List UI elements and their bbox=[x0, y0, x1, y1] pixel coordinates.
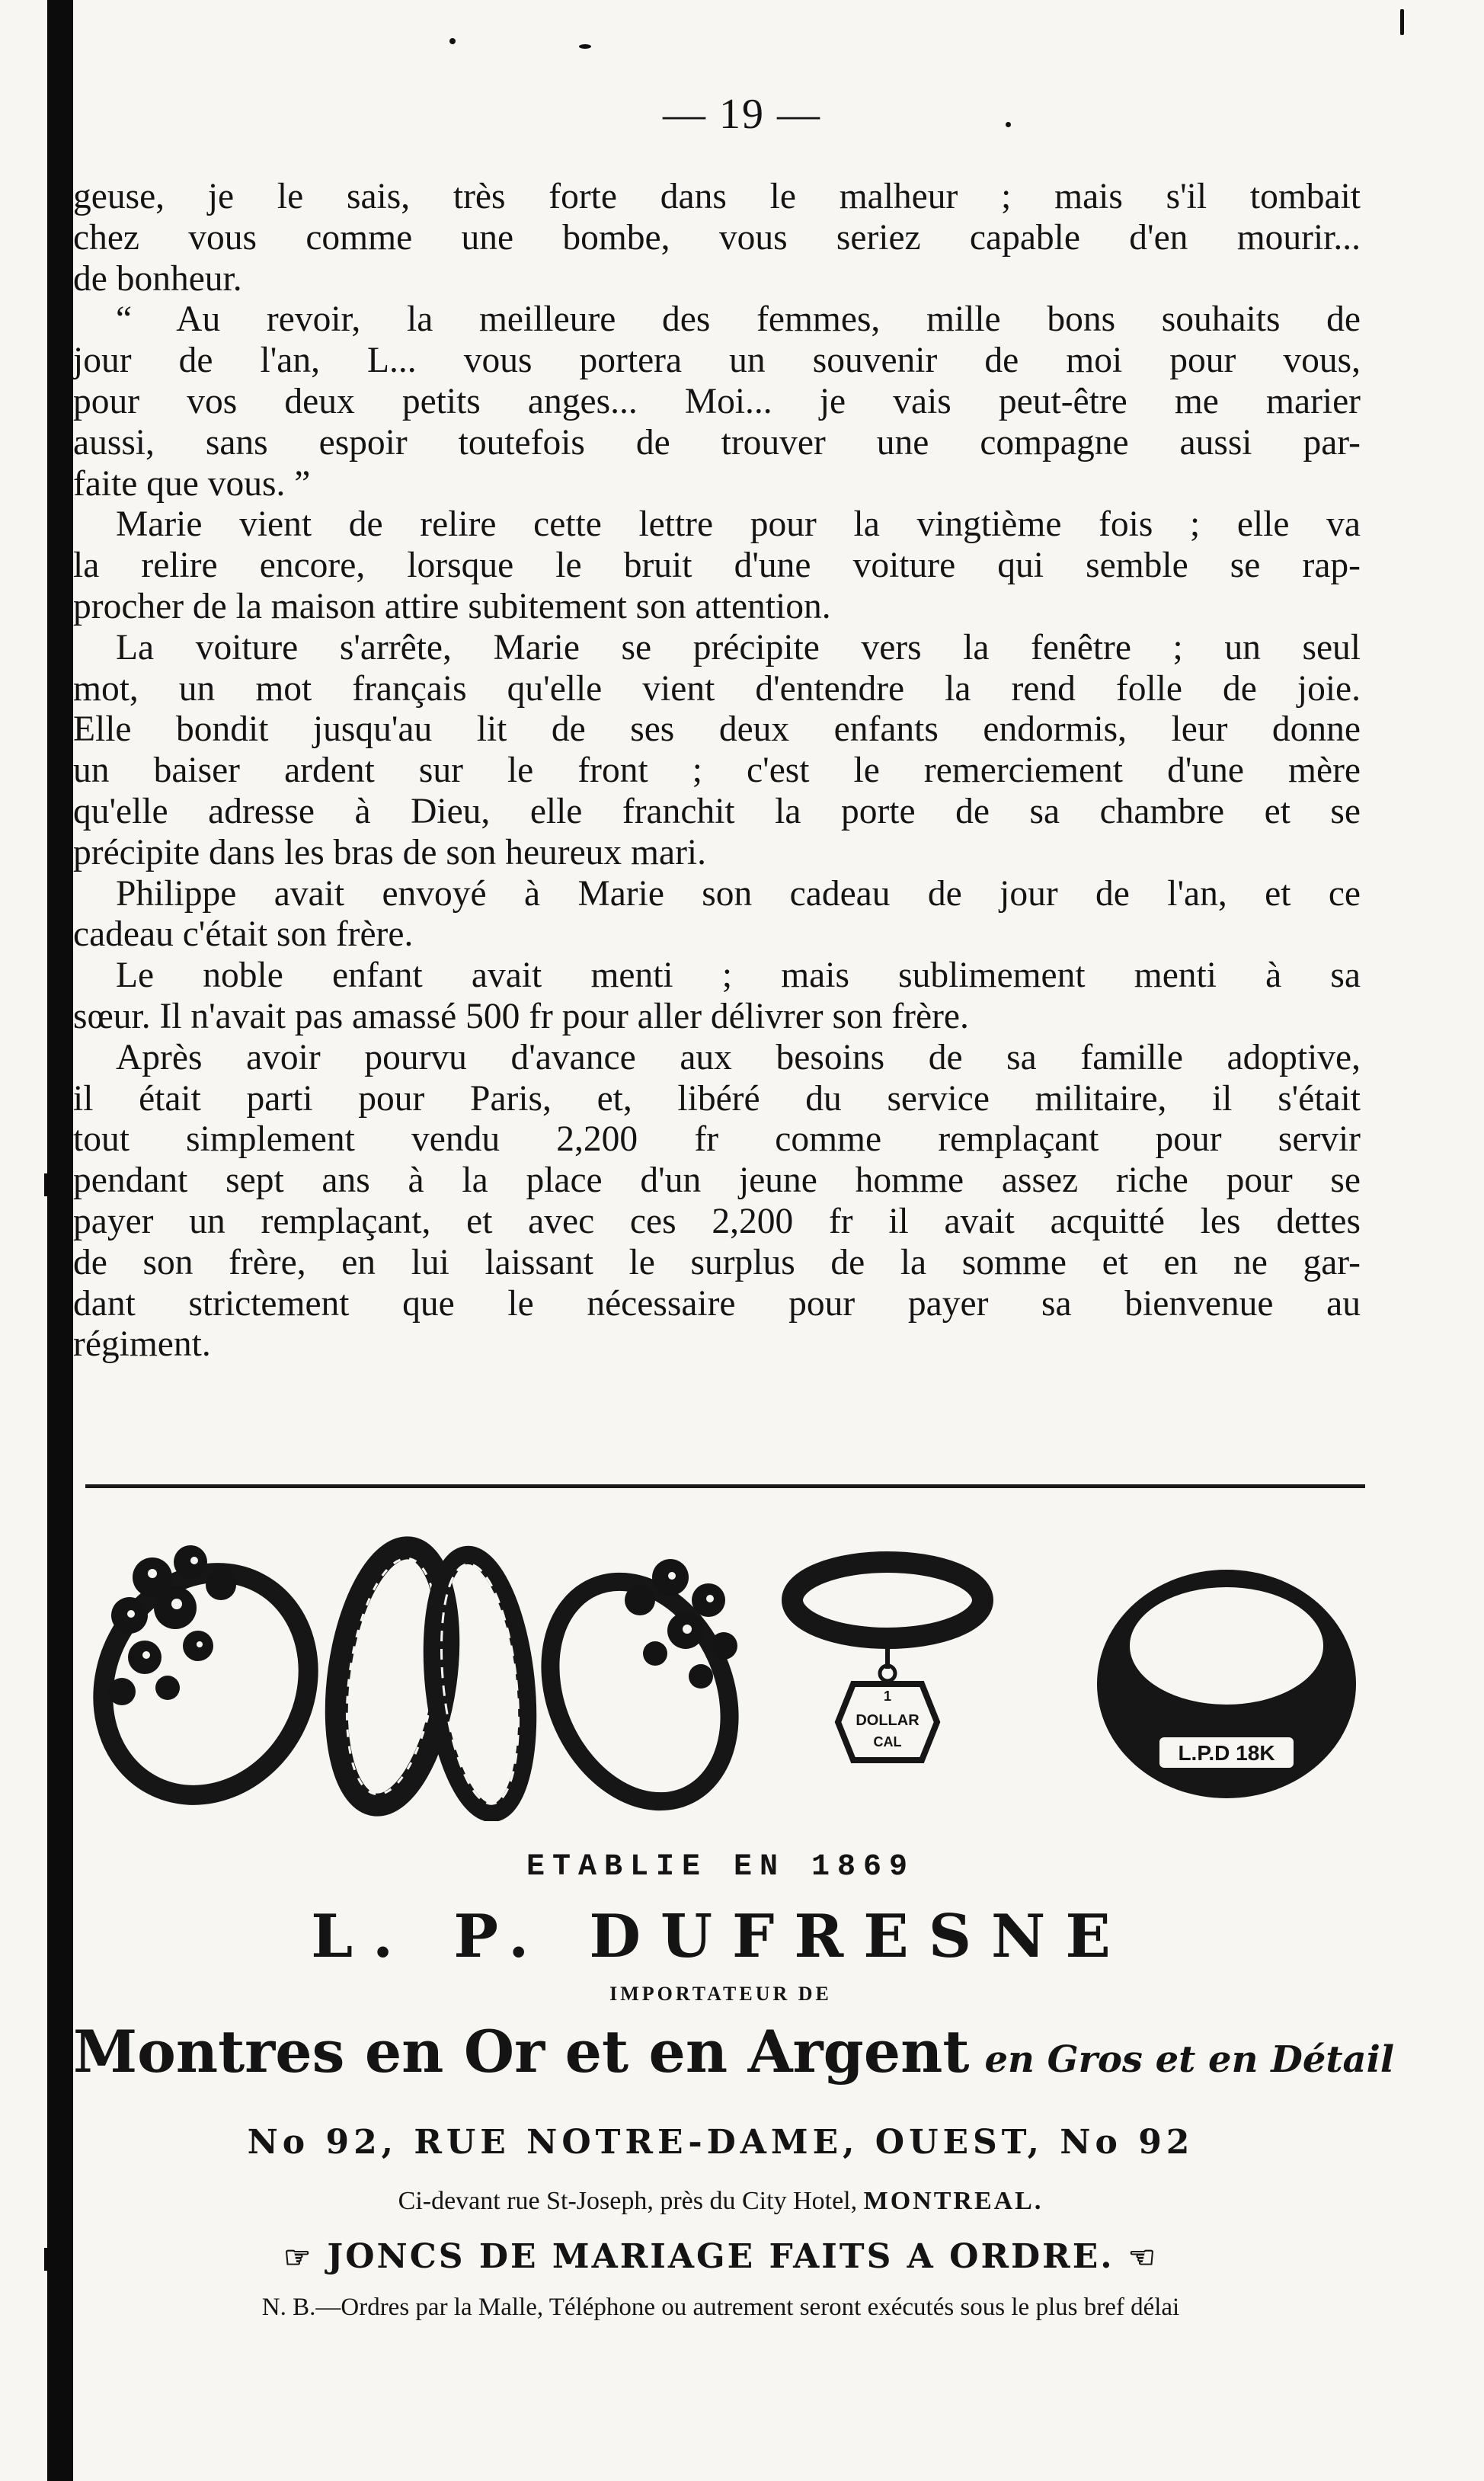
section-divider-rule bbox=[85, 1484, 1365, 1488]
wedding-rings-text: JONCS DE MARIAGE FAITS A ORDRE. bbox=[327, 2237, 1115, 2276]
charm-cal-text: CAL bbox=[873, 1734, 902, 1750]
signet-band-illustration bbox=[1097, 1570, 1356, 1798]
story-text bbox=[73, 177, 1361, 1365]
importer-label: IMPORTATEUR DE bbox=[609, 1983, 832, 2005]
charm-dollar-text: DOLLAR bbox=[856, 1712, 920, 1729]
print-speck bbox=[579, 44, 591, 49]
text-line: cadeau c'était son frère. bbox=[73, 914, 414, 955]
charm-value-text: 1 bbox=[883, 1689, 892, 1704]
text-line: jour de l'an, L... vous portera un souvenir de moi pour vous, bbox=[73, 341, 1361, 381]
pointing-hand-left-icon: ☜ bbox=[1127, 2239, 1158, 2275]
cluster-ring-illustration bbox=[91, 1537, 347, 1821]
text-line: tout simplement vendu 2,200 fr comme remplaçant pour servir bbox=[73, 1119, 1361, 1160]
text-line: dant strictement que le nécessaire pour payer sa bienvenue au bbox=[73, 1283, 1361, 1324]
jeweled-ring-illustration bbox=[517, 1553, 763, 1821]
established-line: ETABLIE EN 1869 bbox=[526, 1850, 916, 1884]
ring-illustrations bbox=[91, 1532, 1371, 1821]
wedding-rings-line bbox=[73, 2237, 1368, 2276]
text-line: pour vos deux petits anges... Moi... je vais peut-être me marier bbox=[73, 381, 1361, 421]
text-line: précipite dans les bras de son heureux mari. bbox=[73, 832, 706, 872]
band-engraving-text: 18K bbox=[853, 1574, 896, 1599]
text-line: il était parti pour Paris, et, libéré du service militaire, il s'était bbox=[73, 1078, 1361, 1119]
text-line: sœur. Il n'avait pas amassé 500 fr pour aller délivrer son frère. bbox=[73, 996, 969, 1036]
text-line: Le noble enfant avait menti ; mais sublimement menti à sa bbox=[116, 956, 1361, 996]
store-address: No 92, RUE NOTRE-DAME, OUEST, No 92 bbox=[247, 2123, 1195, 2162]
text-line: procher de la maison attire subitement son attention. bbox=[73, 586, 831, 626]
text-line: chez vous comme une bombe, vous seriez capable d'en mourir... bbox=[73, 217, 1361, 258]
text-line: de bonheur. bbox=[73, 258, 242, 299]
text-line: régiment. bbox=[73, 1324, 211, 1365]
text-line: Après avoir pourvu d'avance aux besoins de sa famille adoptive, bbox=[116, 1037, 1361, 1077]
text-line: Philippe avait envoyé à Marie son cadeau de jour de l'an, et ce bbox=[116, 873, 1361, 914]
previous-address-city: MONTREAL. bbox=[863, 2187, 1044, 2215]
book-binding-edge bbox=[47, 0, 73, 2481]
charm-ring-illustration bbox=[792, 1562, 983, 1760]
wedding-band-pair-illustration bbox=[321, 1541, 539, 1817]
signet-engraving-text: L.P.D 18K bbox=[1178, 1741, 1275, 1765]
previous-address-text: Ci-devant rue St-Joseph, près du City Hotel, bbox=[398, 2187, 858, 2215]
previous-address bbox=[73, 2187, 1368, 2216]
merchant-name: L. P. DUFRESNE bbox=[311, 1902, 1131, 1971]
text-line: mot, un mot français qu'elle vient d'entendre la rend folle de joie. bbox=[73, 668, 1361, 709]
text-line: la relire encore, lorsque le bruit d'une voiture qui semble se rap- bbox=[73, 546, 1361, 586]
text-line: payer un remplaçant, et avec ces 2,200 fr il avait acquitté les dettes bbox=[73, 1201, 1361, 1241]
text-line: faite que vous. ” bbox=[73, 463, 311, 504]
print-speck bbox=[1400, 9, 1404, 35]
headline-watches: Montres en Or et en Argent bbox=[73, 2018, 970, 2086]
text-line: Marie vient de relire cette lettre pour la vingtième fois ; elle va bbox=[116, 504, 1361, 545]
orders-note: N. B.—Ordres par la Malle, Téléphone ou autrement seront exécutés sous le plus bref délai bbox=[261, 2294, 1180, 2321]
binding-notch bbox=[44, 1173, 52, 1196]
ad-headline bbox=[73, 2018, 1395, 2086]
text-line: “ Au revoir, la meilleure des femmes, mille bons souhaits de bbox=[116, 299, 1361, 340]
text-line: de son frère, en lui laissant le surplus de la somme et en ne gar- bbox=[73, 1242, 1361, 1282]
pointing-hand-right-icon: ☞ bbox=[283, 2239, 314, 2275]
binding-notch bbox=[44, 2248, 52, 2271]
text-line: un baiser ardent sur le front ; c'est le remerciement d'une mère bbox=[73, 751, 1361, 791]
text-line: pendant sept ans à la place d'un jeune homme assez riche pour se bbox=[73, 1160, 1361, 1201]
text-line: Elle bondit jusqu'au lit de ses deux enfants endormis, leur donne bbox=[73, 709, 1361, 750]
page-number: — 19 — bbox=[663, 91, 821, 138]
print-speck bbox=[449, 38, 456, 44]
text-line: geuse, je le sais, très forte dans le malheur ; mais s'il tombait bbox=[73, 177, 1361, 216]
text-line: qu'elle adresse à Dieu, elle franchit la porte de sa chambre et se bbox=[73, 791, 1361, 831]
text-line: La voiture s'arrête, Marie se précipite vers la fenêtre ; un seul bbox=[116, 627, 1361, 667]
text-line: aussi, sans espoir toutefois de trouver une compagne aussi par- bbox=[73, 422, 1361, 463]
headline-wholesale-retail: en Gros et en Détail bbox=[984, 2038, 1395, 2081]
